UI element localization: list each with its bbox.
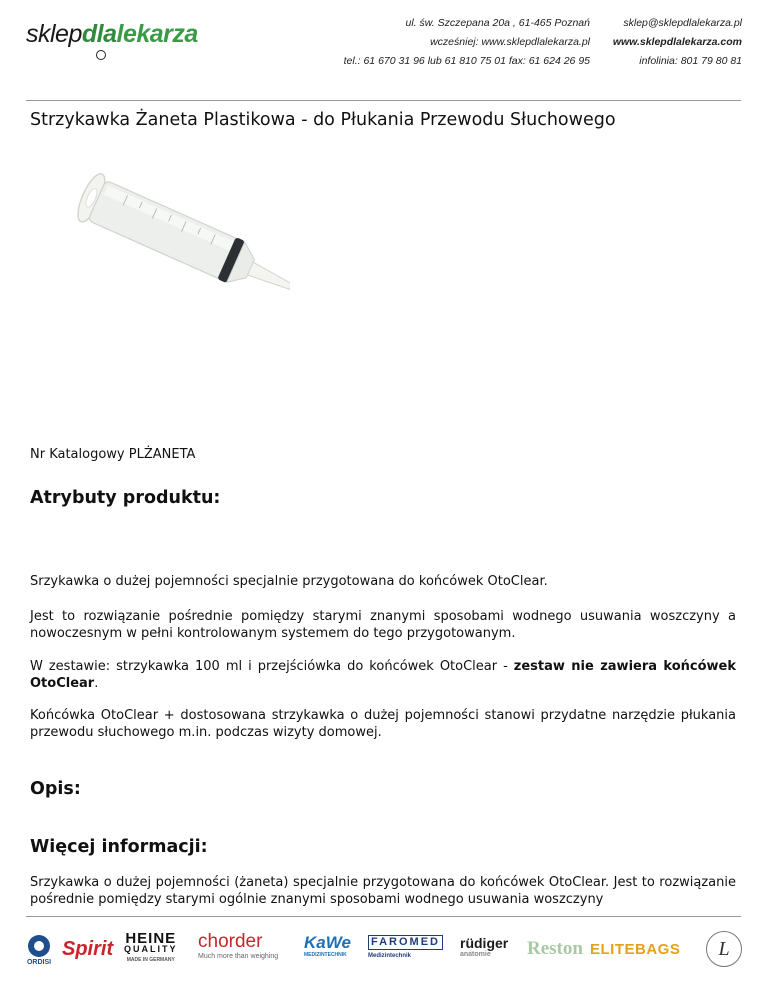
attributes-paragraph-1: Srzykawka o dużej pojemności specjalnie przygotowana do końcówek OtoClear. [30, 574, 548, 589]
ordisi-logo: ORDISI [22, 926, 56, 972]
catalog-number: Nr Katalogowy PLŻANETA [30, 447, 196, 462]
footer-divider [26, 916, 741, 917]
page-header [0, 0, 768, 92]
store-logo[interactable]: sklepdlalekarza [26, 20, 198, 49]
address: ul. św. Szczepana 20a , 61-465 Poznań [405, 17, 590, 29]
heine-logo: HEINE QUALITY MADE IN GERMANY [124, 929, 178, 963]
product-title: Strzykawka Żaneta Plastikowa - do Płukania Przewodu Słuchowego [30, 110, 616, 130]
header-divider [26, 100, 741, 101]
phone-numbers: tel.: 61 670 31 96 lub 61 810 75 01 fax: 61 624 26 95 [343, 55, 590, 67]
chorder-logo: chorder Much more than weighing [198, 931, 279, 960]
attributes-paragraph-4: Końcówka OtoClear + dostosowana strzykawka o dużej pojemności stanowi przydatne narzędzie płukania przewodu słuchowego m.in. podczas wizyty domowej. [30, 708, 736, 740]
brand-logos-strip [22, 926, 748, 972]
description-heading: Opis: [30, 779, 81, 799]
more-info-heading: Więcej informacji: [30, 837, 208, 857]
online-contact [613, 14, 742, 71]
infoline: infolinia: 801 79 80 81 [639, 55, 742, 67]
ordisi-emblem-icon [26, 933, 52, 959]
website-link[interactable]: www.sklepdlalekarza.com [612, 36, 742, 48]
littmann-logo: L [706, 926, 742, 972]
rudiger-logo: rüdiger anatomie [460, 935, 509, 958]
kawe-logo: KaWe MEDIZINTECHNIK [304, 933, 351, 958]
elitebags-logo: ELITEBAGS [590, 940, 681, 958]
contact-info [344, 14, 590, 71]
kit-note-bold: zestaw nie zawiera końcówek OtoClear [30, 659, 737, 691]
attributes-paragraph-2: Jest to rozwiązanie pośrednie pomiędzy starymi znanymi sposobami wodnego usuwania woszczyny a nowoczesnym w pełni kontrolowanym systemem do tego przygotowanym. [30, 609, 736, 641]
former-website: wcześniej: www.sklepdlalekarza.pl [430, 36, 590, 48]
faromed-logo: FAROMED Medizintechnik [368, 926, 443, 972]
attributes-heading: Atrybuty produktu: [30, 488, 221, 508]
syringe-product-image [30, 170, 290, 370]
reston-logo: Reston [527, 938, 583, 959]
spirit-logo: Spirit [62, 937, 114, 960]
more-info-paragraph: Srzykawka o dużej pojemności (żaneta) specjalnie przygotowana do końcówek OtoClear. Jest to rozwiązanie pośrednie pomiędzy starymi ogólnie znanymi sposobami wodnego usuwania woszczyny [30, 875, 736, 907]
stethoscope-icon [96, 50, 106, 60]
email-link[interactable]: sklep@sklepdlalekarza.pl [623, 17, 742, 29]
attributes-paragraph-3: W zestawie: strzykawka 100 ml i przejściówka do końcówek OtoClear - zestaw nie zawiera końcówek OtoClear. [30, 659, 737, 691]
